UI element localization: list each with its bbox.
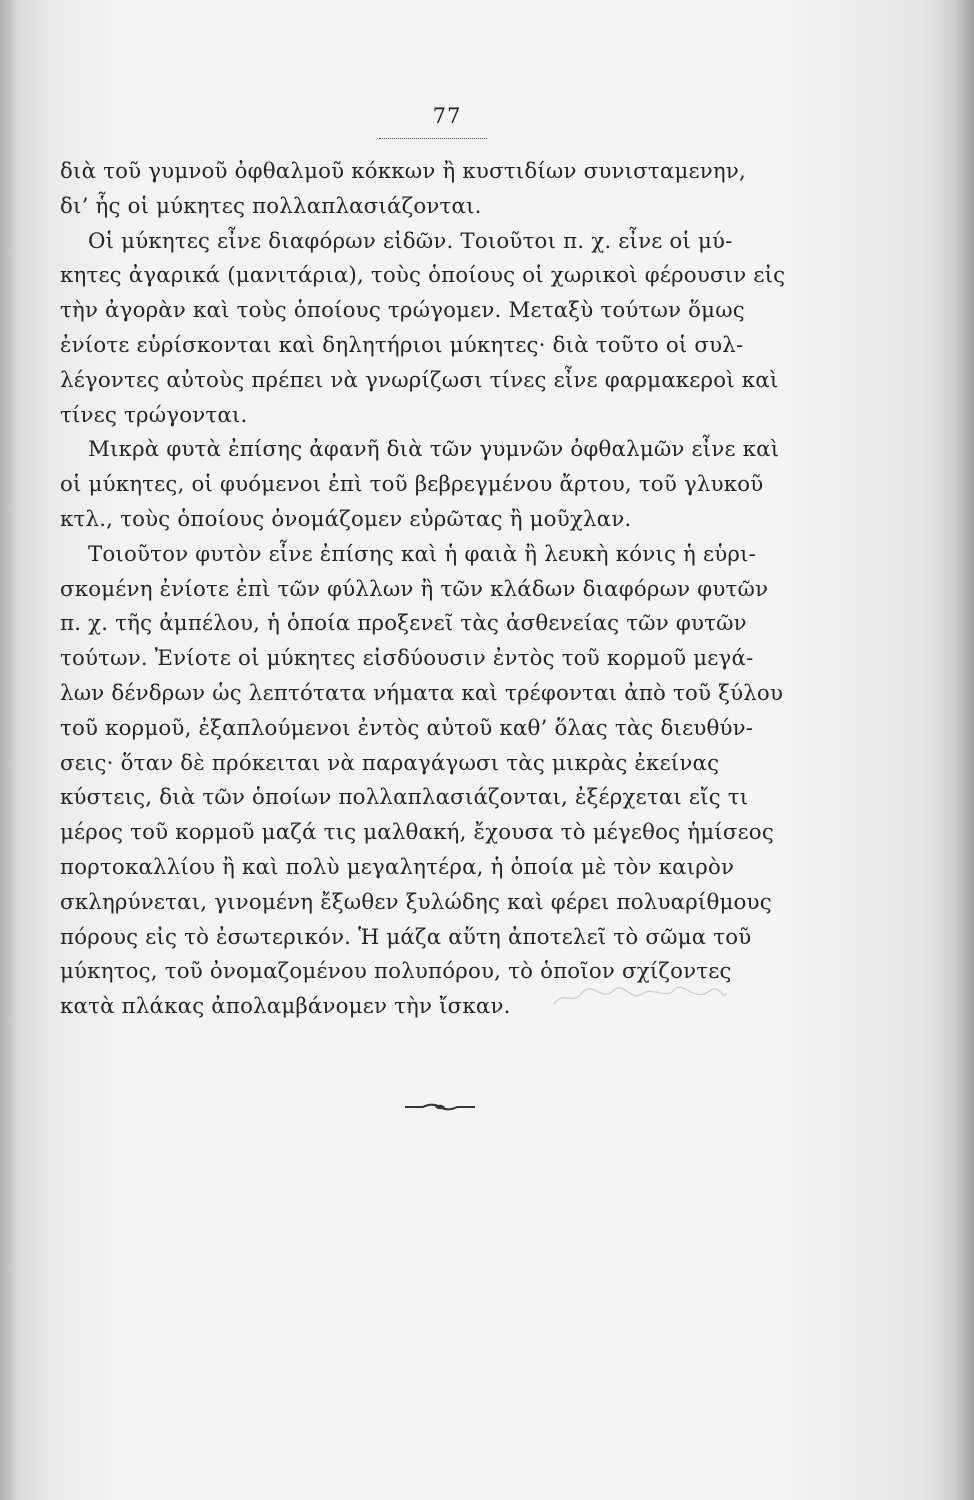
text-line: Οἱ μύκητες εἶνε διαφόρων εἰδῶν. Τοιοῦτοι π. χ. εἶνε οἱ μύ- bbox=[88, 228, 733, 254]
text-line: λων δένδρων ὡς λεπτότατα νήματα καὶ τρέφονται ἀπὸ τοῦ ξύλου bbox=[60, 680, 784, 706]
text-line: π. χ. τῆς ἀμπέλου, ἡ ὁποία προξενεῖ τὰς ἀσθενείας τῶν φυτῶν bbox=[60, 611, 747, 637]
text-line: Μικρὰ φυτὰ ἐπίσης ἀφανῆ διὰ τῶν γυμνῶν ὀφθαλμῶν εἶνε καὶ bbox=[88, 437, 780, 463]
text-line: ἐνίοτε εὑρίσκονται καὶ δηλητήριοι μύκητες· διὰ τοῦτο οἱ συλ- bbox=[60, 332, 744, 358]
text-line: τούτων. Ἐνίοτε οἱ μύκητες εἰσδύουσιν ἐντὸς τοῦ κορμοῦ μεγά- bbox=[60, 646, 754, 672]
page-left-shadow bbox=[0, 0, 18, 1500]
text-line: δι’ ἧς οἱ μύκητες πολλαπλασιάζονται. bbox=[60, 193, 482, 219]
text-line: διὰ τοῦ γυμνοῦ ὀφθαλμοῦ κόκκων ἢ κυστιδίων συνισταμενην, bbox=[60, 159, 746, 184]
text-line: πορτοκαλλίου ἢ καὶ πολὺ μεγαλητέρα, ἡ ὁποία μὲ τὸν καιρὸν bbox=[60, 854, 735, 880]
body-text bbox=[60, 155, 795, 1025]
text-line: κητες ἀγαρικά (μανιτάρια), τοὺς ὁποίους οἱ χωρικοὶ φέρουσιν εἰς bbox=[60, 263, 786, 289]
section-ornament bbox=[405, 1103, 475, 1111]
page-right-edge bbox=[956, 0, 974, 1500]
text-line: σκομένη ἐνίοτε ἐπὶ τῶν φύλλων ἢ τῶν κλάδων διαφόρων φυτῶν bbox=[60, 576, 769, 602]
text-line: μέρος τοῦ κορμοῦ μαζά τις μαλθακή, ἔχουσα τὸ μέγεθος ἡμίσεος bbox=[60, 820, 774, 846]
page-number: 77 bbox=[432, 104, 462, 128]
text-line: τίνες τρώγονται. bbox=[60, 402, 248, 428]
text-line: σκληρύνεται, γινομένη ἔξωθεν ξυλώδης καὶ φέρει πολυαρίθμους bbox=[60, 889, 772, 915]
text-line: σεις· ὅταν δὲ πρόκειται νὰ παραγάγωσι τὰς μικρὰς ἐκείνας bbox=[60, 750, 720, 776]
pencil-marginal-mark bbox=[550, 982, 730, 1012]
text-line: τὴν ἀγορὰν καὶ τοὺς ὁποίους τρώγομεν. Μεταξὺ τούτων ὅμως bbox=[60, 298, 745, 324]
text-line: οἱ μύκητες, οἱ φυόμενοι ἐπὶ τοῦ βεβρεγμένου ἄρτου, τοῦ γλυκοῦ bbox=[60, 472, 764, 498]
text-line: κτλ., τοὺς ὁποίους ὀνομάζομεν εὐρῶτας ἢ μοῦχλαν. bbox=[60, 506, 632, 532]
text-line: κατὰ πλάκας ἀπολαμβάνομεν τὴν ἴσκαν. bbox=[60, 994, 511, 1020]
text-line: μύκητος, τοῦ ὀνομαζομένου πολυπόρου, τὸ ὁποῖον σχίζοντες bbox=[60, 959, 732, 985]
text-line: κύστεις, διὰ τῶν ὁποίων πολλαπλασιάζονται, ἐξέρχεται εἴς τι bbox=[60, 785, 749, 811]
text-line: πόρους εἰς τὸ ἐσωτερικόν. Ἡ μάζα αὕτη ἀποτελεῖ τὸ σῶμα τοῦ bbox=[60, 924, 752, 950]
header-rule bbox=[379, 138, 487, 139]
text-line: λέγοντες αὐτοὺς πρέπει νὰ γνωρίζωσι τίνες εἶνε φαρμακεροὶ καὶ bbox=[60, 367, 779, 393]
text-line: Τοιοῦτον φυτὸν εἶνε ἐπίσης καὶ ἡ φαιὰ ἢ λευκὴ κόνις ἡ εὑρι- bbox=[88, 541, 757, 567]
text-line: τοῦ κορμοῦ, ἐξαπλούμενοι ἐντὸς αὐτοῦ καθ’ ὅλας τὰς διευθύν- bbox=[60, 715, 754, 741]
